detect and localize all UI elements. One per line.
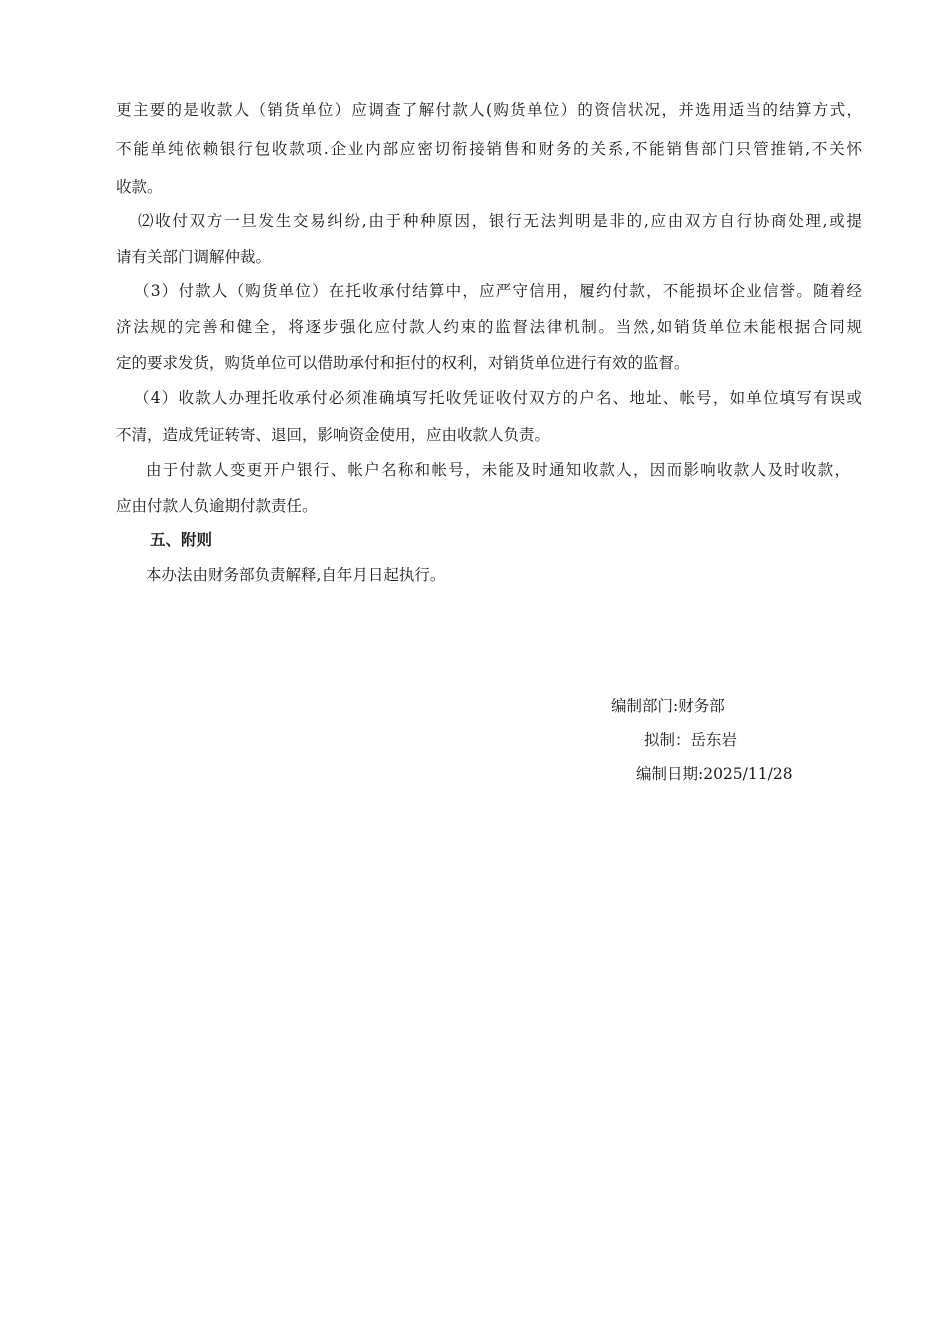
paragraph-line: 不清，造成凭证转寄、退回，影响资金使用，应由收款人负责。: [116, 426, 551, 444]
paragraph-line: 本办法由财务部负责解释,自年月日起执行。: [146, 566, 446, 584]
paragraph-line: 收款。: [116, 178, 163, 196]
date-label: 编制日期:2025/11/28: [636, 765, 793, 783]
paragraph-line: 更主要的是收款人（销货单位）应调查了解付款人(购货单位）的资信状况，并选用适当的结算方式，: [116, 101, 862, 119]
paragraph-line: 应由付款人负逾期付款责任。: [116, 497, 318, 515]
paragraph-line: （3）付款人（购货单位）在托收承付结算中，应严守信用，履约付款，不能损坏企业信誉。随着经: [134, 282, 862, 300]
paragraph-line: 定的要求发货，购货单位可以借助承付和拒付的权利，对销货单位进行有效的监督。: [116, 354, 690, 372]
drafter-label: 拟制：岳东岩: [644, 731, 738, 749]
paragraph-line: ⑵收付双方一旦发生交易纠纷,由于种种原因，银行无法判明是非的,应由双方自行协商处理,或提: [138, 212, 862, 230]
department-label: 编制部门:财务部: [611, 697, 725, 715]
paragraph-line: 不能单纯依赖银行包收款项.企业内部应密切衔接销售和财务的关系,不能销售部门只管推销,不关怀: [116, 140, 862, 158]
paragraph-line: （4）收款人办理托收承付必须准确填写托收凭证收付双方的户名、地址、帐号，如单位填写有误或: [134, 389, 862, 407]
paragraph-line: 请有关部门调解仲裁。: [116, 248, 272, 266]
section-heading: 五、附则: [150, 530, 213, 549]
paragraph-line: 济法规的完善和健全，将逐步强化应付款人约束的监督法律机制。当然,如销货单位未能根据合同规: [116, 318, 862, 336]
paragraph-line: 由于付款人变更开户银行、帐户名称和帐号，未能及时通知收款人，因而影响收款人及时收款，: [146, 461, 850, 479]
